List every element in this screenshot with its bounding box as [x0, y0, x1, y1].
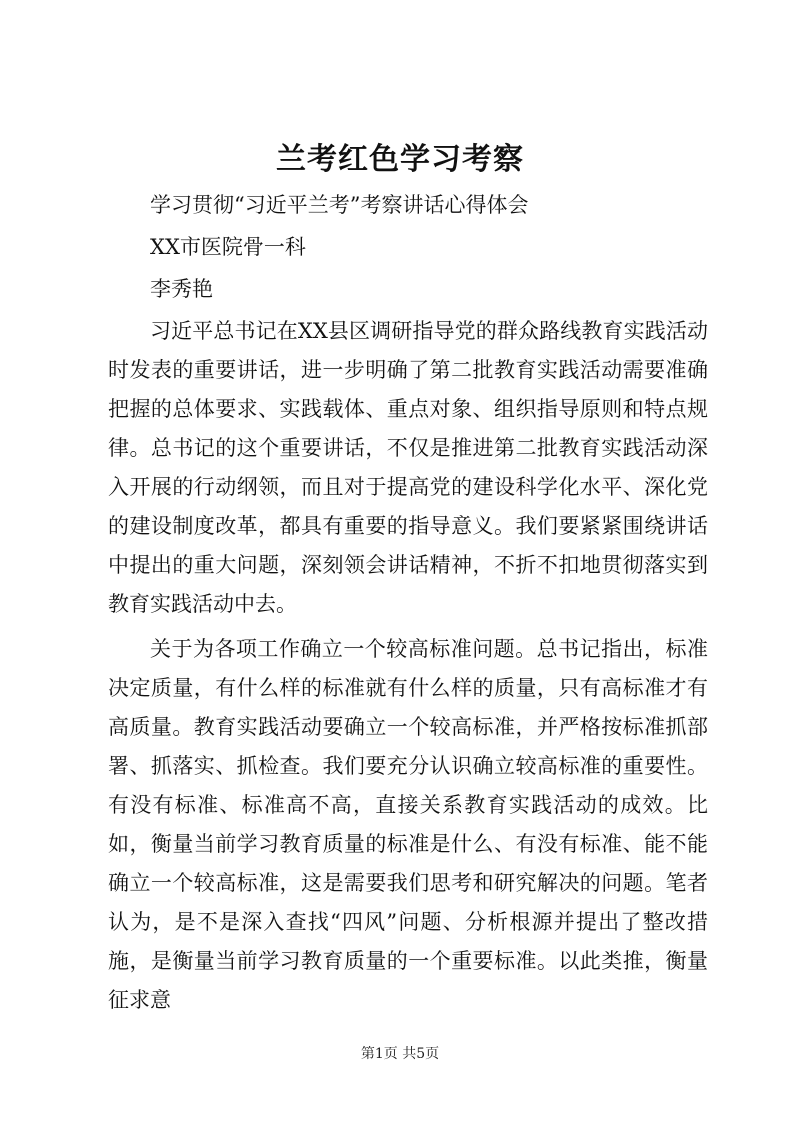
- page-number-footer: 第1页 共5页: [360, 1046, 440, 1062]
- document-title: 兰考红色学习考察: [276, 142, 524, 177]
- body-paragraph-1: 习近平总书记在XX县区调研指导党的群众路线教育实践活动时发表的重要讲话，进一步明确了第二批教育实践活动需要准确把握的总体要求、实践载体、重点对象、组织指导原则和特点规律。总书记的这个重要讲话，不仅是推进第二批教育实践活动深入开展的行动纲领，而且对于提高党的建设科学化水平、深化党的建设制度改革，都具有重要的指导意义。我们要紧紧围绕讲话中提出的重大问题，深刻领会讲话精神，不折不扣地贯彻落实到教育实践活动中去。: [108, 319, 708, 616]
- body-paragraph-2: 关于为各项工作确立一个较高标准问题。总书记指出，标准决定质量，有什么样的标准就有什么样的质量，只有高标准才有高质量。教育实践活动要确立一个较高标准，并严格按标准抓部署、抓落实、抓检查。我们要充分认识确立较高标准的重要性。有没有标准、标准高不高，直接关系教育实践活动的成效。比如，衡量当前学习教育质量的标准是什么、有没有标准、能不能确立一个较高标准，这是需要我们思考和研究解决的问题。笔者认为，是不是深入查找“四风”问题、分析根源并提出了整改措施，是衡量当前学习教育质量的一个重要标准。以此类推，衡量征求意: [108, 637, 708, 1012]
- author-name: 李秀艳: [150, 277, 213, 301]
- author-organization: XX市医院骨一科: [150, 235, 306, 259]
- document-subtitle: 学习贯彻“习近平兰考”考察讲话心得体会: [150, 193, 529, 217]
